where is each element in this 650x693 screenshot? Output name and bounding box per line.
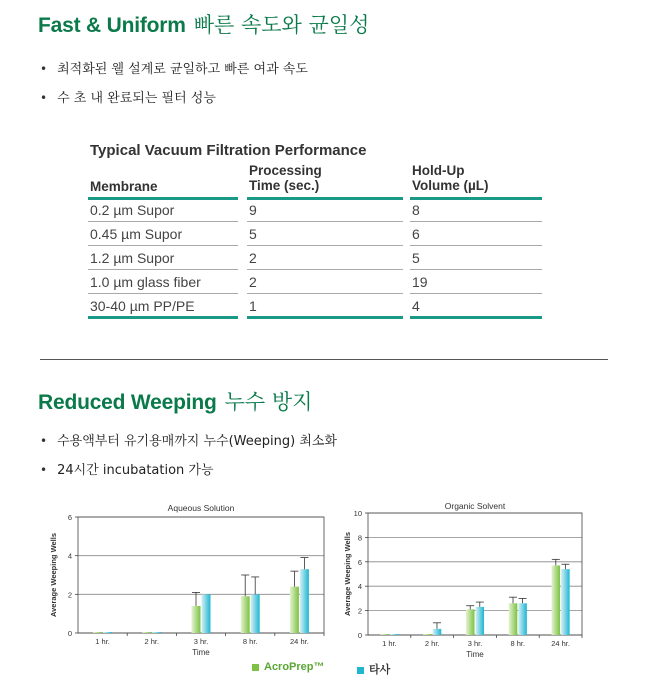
bar-other	[518, 603, 527, 635]
membrane-cell: 1.2 µm Supor	[90, 250, 175, 266]
y-tick-label: 6	[67, 513, 72, 522]
y-tick-label: 10	[353, 509, 362, 518]
bar-acroprep	[552, 565, 561, 635]
time-cell: 2	[249, 250, 257, 266]
bar-other	[251, 594, 260, 633]
header-underline	[88, 197, 238, 200]
header-underline	[247, 197, 403, 200]
time-cell: 9	[249, 202, 257, 218]
bullet-item: • 최적화된 웰 설계로 균일하고 빠른 여과 속도	[40, 58, 308, 77]
y-tick-label: 4	[357, 582, 362, 592]
x-tick-label: 8 hr.	[242, 637, 258, 646]
header-underline	[410, 197, 542, 200]
plot-frame	[368, 513, 582, 635]
table-bottom-line	[247, 316, 403, 319]
x-tick-label: 3 hr.	[467, 639, 483, 648]
bar-other	[152, 632, 161, 633]
x-tick-label: 3 hr.	[193, 637, 209, 646]
bullet-item: • 수용액부터 유기용매까지 누수(Weeping) 최소화	[40, 430, 337, 449]
bar-other	[390, 634, 399, 635]
bar-acroprep	[380, 634, 389, 635]
section-title-ko: 누수 방지	[224, 390, 313, 414]
bar-other	[202, 594, 211, 633]
legend-swatch	[357, 667, 364, 674]
legend-label: 타사	[369, 664, 391, 676]
y-tick-label: 0	[67, 629, 72, 638]
chart-title: Organic Solvent	[444, 501, 506, 511]
y-axis-label: Average Weeping Wells	[49, 532, 58, 618]
x-axis-label: Time	[466, 650, 484, 659]
x-tick-label: 24 hr.	[551, 639, 570, 648]
plot-frame	[78, 517, 324, 633]
bar-other	[103, 632, 112, 633]
legend-item-other	[357, 661, 390, 677]
membrane-cell: 30-40 µm PP/PE	[90, 298, 195, 314]
bar-other	[433, 629, 442, 635]
bar-acroprep	[241, 596, 250, 633]
bullet-item: • 수 초 내 완료되는 필터 성능	[40, 87, 216, 106]
section-title-en: Reduced Weeping	[38, 391, 217, 414]
table-bottom-line	[410, 316, 542, 319]
bar-acroprep	[423, 634, 432, 635]
x-axis-label: Time	[192, 648, 210, 657]
chart-title: Aqueous Solution	[167, 503, 235, 513]
time-cell: 1	[249, 298, 257, 314]
bar-other	[300, 569, 309, 633]
bar-acroprep	[509, 603, 518, 635]
table-title: Typical Vacuum Filtration Performance	[90, 142, 367, 159]
legend-label: AcroPrep™	[264, 661, 325, 673]
x-tick-label: 2 hr.	[424, 639, 440, 648]
membrane-cell: 0.2 µm Supor	[90, 202, 175, 218]
bar-acroprep	[93, 632, 102, 633]
table-bottom-line	[88, 316, 238, 319]
x-tick-label: 24 hr.	[290, 637, 309, 646]
bar-other	[476, 607, 485, 635]
volume-cell: 6	[412, 226, 420, 242]
bar-acroprep	[290, 587, 299, 633]
volume-cell: 8	[412, 202, 420, 218]
bar-acroprep	[142, 632, 151, 633]
legend-item-acroprep	[252, 661, 325, 673]
y-tick-label: 0	[357, 631, 362, 640]
section-title-en: Fast & Uniform	[38, 14, 186, 37]
volume-cell: 19	[412, 274, 428, 290]
bar-acroprep	[466, 609, 475, 635]
legend-swatch	[252, 664, 259, 671]
y-tick-label: 6	[357, 557, 362, 567]
header-membrane: Membrane	[90, 179, 158, 194]
y-tick-label: 2	[67, 590, 72, 600]
organic-solvent-chart	[340, 496, 592, 660]
membrane-cell: 0.45 µm Supor	[90, 226, 183, 242]
section-divider	[40, 359, 608, 360]
header-processing-time: Processing Time (sec.)	[249, 163, 322, 193]
y-tick-label: 8	[357, 533, 362, 543]
section-title-reduced-weeping	[38, 386, 312, 416]
x-tick-label: 2 hr.	[144, 637, 160, 646]
header-hold-up-volume: Hold-Up Volume (µL)	[412, 163, 489, 193]
membrane-cell: 1.0 µm glass fiber	[90, 274, 201, 290]
time-cell: 5	[249, 226, 257, 242]
y-tick-label: 2	[357, 606, 362, 616]
x-tick-label: 1 hr.	[382, 639, 397, 648]
volume-cell: 5	[412, 250, 420, 266]
section-title-fast-uniform	[38, 9, 369, 39]
aqueous-solution-chart	[46, 498, 336, 660]
bar-acroprep	[192, 606, 201, 633]
section-title-ko: 빠른 속도와 균일성	[193, 13, 370, 37]
bullet-item: • 24시간 incubatation 가능	[40, 459, 214, 478]
x-tick-label: 1 hr.	[95, 637, 110, 646]
volume-cell: 4	[412, 298, 420, 314]
x-tick-label: 8 hr.	[510, 639, 526, 648]
y-axis-label: Average Weeping Wells	[343, 531, 352, 617]
bar-other	[561, 569, 570, 635]
y-tick-label: 4	[67, 551, 72, 561]
time-cell: 2	[249, 274, 257, 290]
